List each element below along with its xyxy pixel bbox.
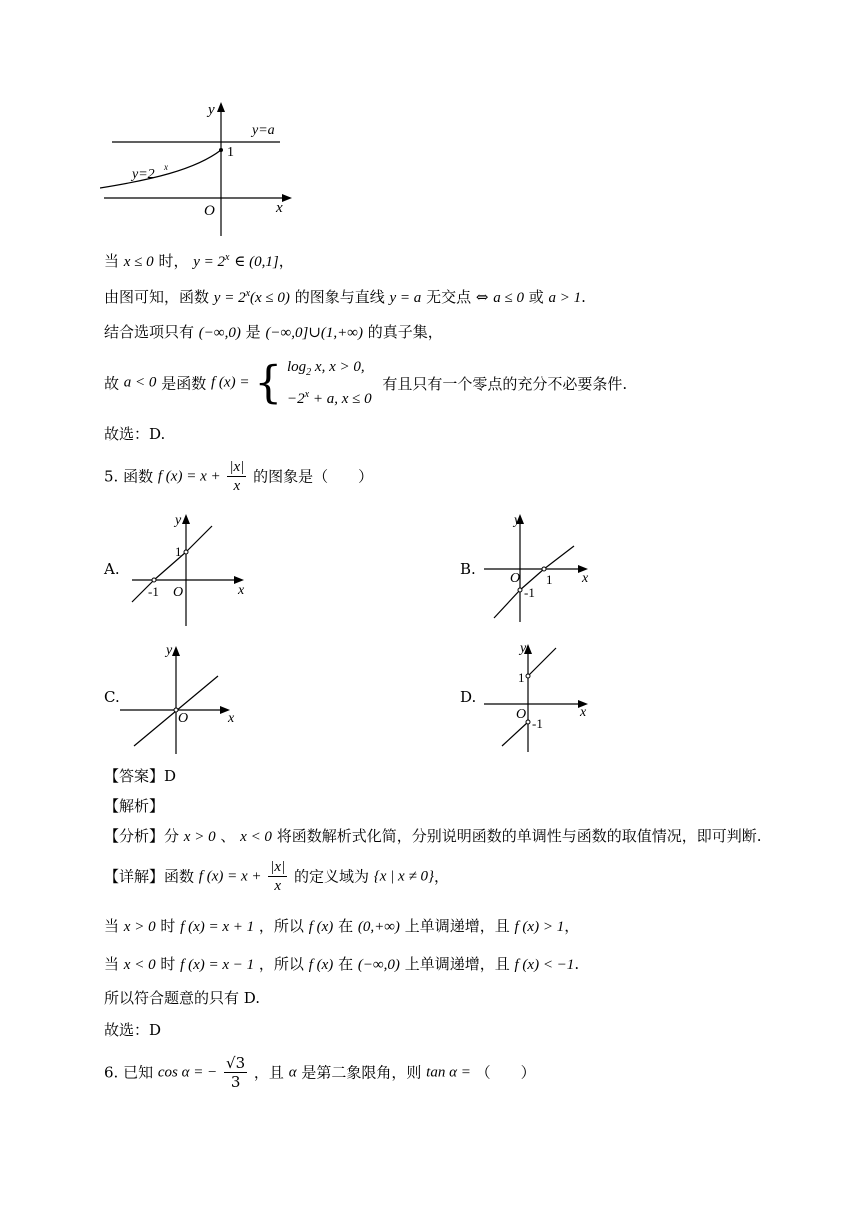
- fig-top-x-label: x: [276, 200, 283, 216]
- svg-text:1: 1: [546, 572, 553, 587]
- svg-text:x: x: [164, 162, 168, 172]
- fig-top-one-label: 1: [227, 145, 234, 160]
- option-a-label[interactable]: A.: [104, 560, 120, 578]
- svg-text:y: y: [520, 641, 527, 656]
- svg-text:y: y: [166, 643, 173, 658]
- svg-text:-1: -1: [148, 584, 159, 599]
- question-5: 5. 函数 f (x) = x + $\frac{|x|}{x}$ 的图象是（ ）: [104, 459, 374, 494]
- svg-text:O: O: [173, 585, 184, 600]
- choice-line: 故选：D: [104, 1021, 162, 1039]
- svg-text:y: y: [514, 513, 521, 528]
- text-line-5: 故选：D.: [104, 425, 166, 443]
- analysis-heading: 【解析】: [104, 797, 165, 815]
- fig-top-line-label: y=a: [252, 123, 275, 138]
- text-line-3: 结合选项只有 (−∞,0) 是 (−∞,0]∪(1,+∞) 的真子集，: [104, 323, 443, 341]
- case-positive-line: 当 x > 0 时 f (x) = x + 1 ，所以 f (x) 在 (0,+∞) 上单调递增，且 f (x) > 1，: [104, 917, 580, 935]
- fig-top-curve-label: y=2: [132, 167, 155, 182]
- svg-text:x: x: [228, 711, 235, 726]
- option-c-label[interactable]: C.: [104, 688, 120, 706]
- analysis-line: 【分析】分 x > 0 、 x < 0 将函数解析式化简，分别说明函数的单调性与函数的取值情况，即可判断.: [104, 827, 762, 845]
- text-line-2: 由图可知，函数 $y = 2^x(x \le 0)$ 的图象与直线 y = a 无交点 ⇔ a ≤ 0 或 a > 1.: [104, 288, 586, 306]
- svg-text:-1: -1: [524, 585, 535, 600]
- exponential-figure: [100, 98, 300, 238]
- svg-text:x: x: [580, 705, 587, 720]
- svg-text:-1: -1: [532, 716, 543, 731]
- answer-line: 【答案】D: [104, 767, 177, 785]
- option-d-graph[interactable]: [484, 636, 604, 756]
- question-6: 6. 已知 cos α = − $\frac{√3}{3}$ ，且 α 是第二象限角，则 tan α = （ ）: [104, 1054, 536, 1091]
- svg-text:x: x: [582, 571, 589, 586]
- option-b-label[interactable]: B.: [460, 560, 476, 578]
- svg-text:1: 1: [518, 670, 525, 685]
- conclusion-line: 所以符合题意的只有 D.: [104, 989, 261, 1007]
- piecewise-line: 故 a < 0 是函数 f (x) = { $\log_2 x$, x > 0, $-2^x + a$, x ≤ 0 有且只有一个零点的充分不必要条件.: [104, 357, 628, 409]
- svg-text:O: O: [516, 707, 527, 722]
- fig-top-y-label: y: [208, 102, 215, 118]
- fig-top-origin-label: O: [204, 203, 215, 219]
- svg-text:O: O: [178, 711, 189, 726]
- svg-text:x: x: [238, 583, 245, 598]
- text-line-1: 当 x ≤ 0 时， $y = 2^x$ ∈ (0,1]，: [104, 252, 294, 270]
- case-negative-line: 当 x < 0 时 f (x) = x − 1 ，所以 f (x) 在 (−∞,0) 上单调递增，且 f (x) < −1.: [104, 955, 580, 973]
- svg-text:y: y: [175, 513, 182, 528]
- option-a-graph[interactable]: [128, 506, 258, 630]
- detail-line: 【详解】函数 f (x) = x + $\frac{|x|}{x}$ 的定义域为 {x | x ≠ 0}，: [104, 859, 449, 894]
- option-b-graph[interactable]: [484, 506, 604, 626]
- option-d-label[interactable]: D.: [460, 688, 477, 706]
- svg-text:O: O: [510, 571, 521, 586]
- option-c-graph[interactable]: [118, 638, 248, 758]
- svg-text:1: 1: [175, 544, 182, 559]
